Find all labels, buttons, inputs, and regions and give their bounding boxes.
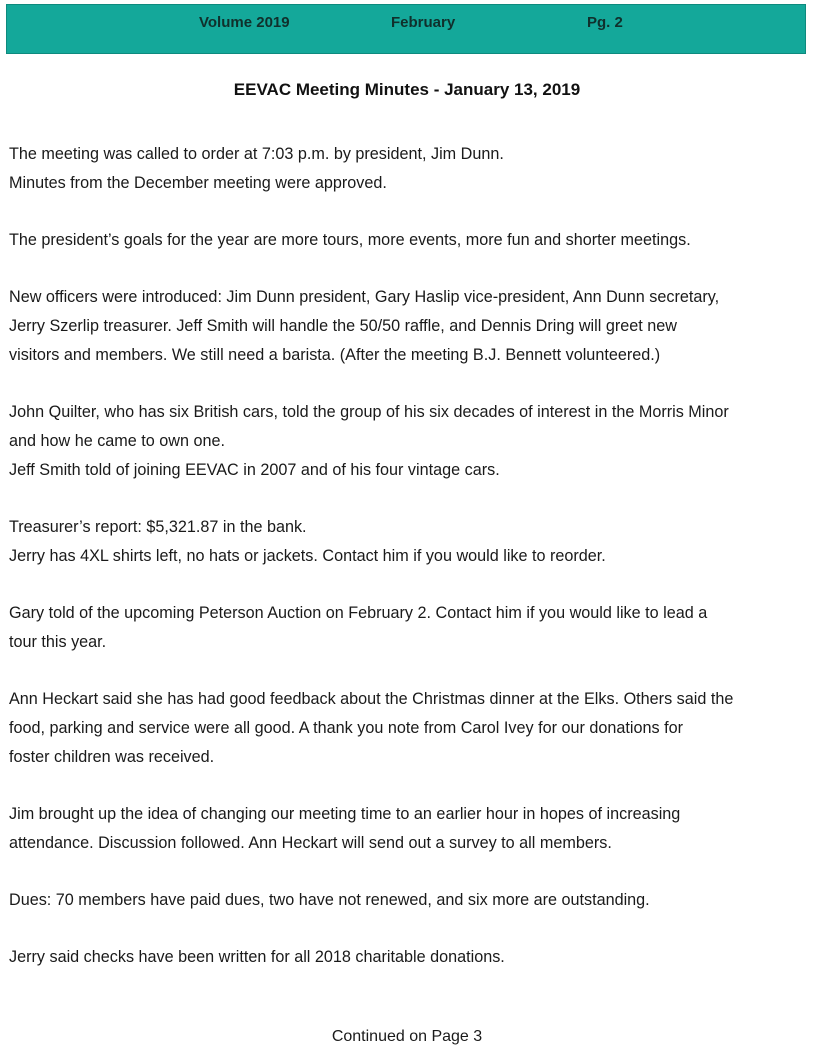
text-line: Dues: 70 members have paid dues, two have not renewed, and six more are outstanding. <box>9 891 650 909</box>
volume-label: Volume 2019 <box>199 14 290 31</box>
paragraph-meeting-time <box>9 800 809 858</box>
paragraph-donations <box>9 943 809 972</box>
month-label: February <box>391 14 456 31</box>
paragraph-call-to-order <box>9 140 809 198</box>
header-banner <box>6 4 806 54</box>
text-line: foster children was received. <box>9 748 215 766</box>
text-line: Treasurer’s report: $5,321.87 in the bank. <box>9 518 307 536</box>
minutes-body <box>9 140 809 1000</box>
page-title: EEVAC Meeting Minutes - January 13, 2019 <box>233 80 581 99</box>
text-line: Jerry Szerlip treasurer. Jeff Smith will handle the 50/50 raffle, and Dennis Dring will greet new <box>9 317 677 335</box>
text-line: visitors and members. We still need a barista. (After the meeting B.J. Bennett volunteered.) <box>9 346 661 364</box>
text-line: Minutes from the December meeting were approved. <box>9 174 387 192</box>
text-line: New officers were introduced: Jim Dunn president, Gary Haslip vice-president, Ann Dunn secretary, <box>9 288 720 306</box>
text-line: Ann Heckart said she has had good feedback about the Christmas dinner at the Elks. Others said the <box>9 690 734 708</box>
paragraph-auction <box>9 599 809 657</box>
text-line: The president’s goals for the year are more tours, more events, more fun and shorter meetings. <box>9 231 691 249</box>
continued-note: Continued on Page 3 <box>331 1028 483 1045</box>
paragraph-speakers <box>9 398 809 485</box>
text-line: Jeff Smith told of joining EEVAC in 2007 and of his four vintage cars. <box>9 461 500 479</box>
paragraph-treasurer <box>9 513 809 571</box>
text-line: Jerry said checks have been written for all 2018 charitable donations. <box>9 948 505 966</box>
paragraph-officers <box>9 283 809 370</box>
text-line: attendance. Discussion followed. Ann Heckart will send out a survey to all members. <box>9 834 612 852</box>
text-line: Jim brought up the idea of changing our meeting time to an earlier hour in hopes of increasing <box>9 805 681 823</box>
text-line: and how he came to own one. <box>9 432 225 450</box>
paragraph-goals <box>9 226 809 255</box>
text-line: The meeting was called to order at 7:03 p.m. by president, Jim Dunn. <box>9 145 504 163</box>
text-line: Jerry has 4XL shirts left, no hats or jackets. Contact him if you would like to reorder. <box>9 547 606 565</box>
paragraph-dues <box>9 886 809 915</box>
text-line: tour this year. <box>9 633 107 651</box>
page-number: Pg. 2 <box>587 14 623 31</box>
text-line: Gary told of the upcoming Peterson Auction on February 2. Contact him if you would like to lead a <box>9 604 708 622</box>
text-line: food, parking and service were all good. A thank you note from Carol Ivey for our donations for <box>9 719 683 737</box>
paragraph-christmas-dinner <box>9 685 809 772</box>
text-line: John Quilter, who has six British cars, told the group of his six decades of interest in the Morris Minor <box>9 403 729 421</box>
